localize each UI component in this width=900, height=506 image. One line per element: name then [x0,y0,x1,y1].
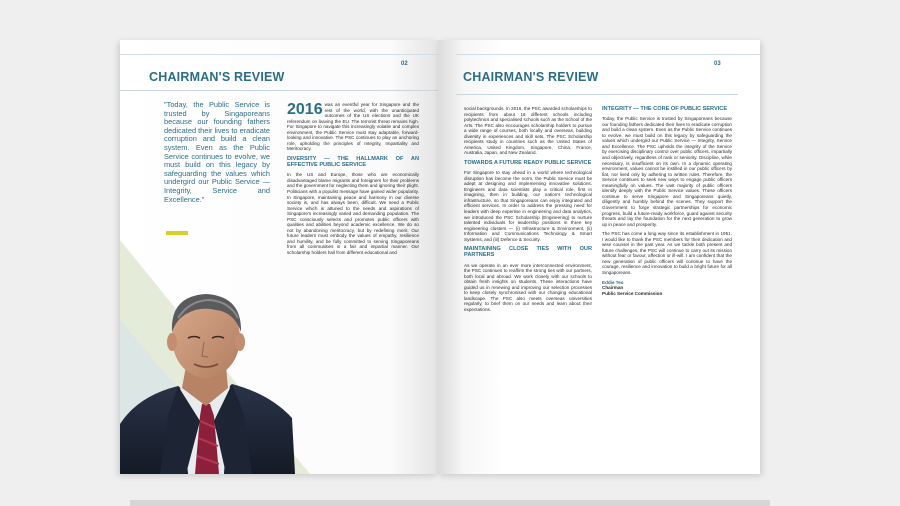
left-page [120,40,438,474]
closing-paragraph: The PSC has come a long way since its establishment in 1951. I would like to thank the PSC members for their dedication and wise counsel in the past year. As we tackle both present and future challenges, the PSC will continue to carry out its mission without fear or favour, affection or ill-will. I am confident that the new generation of public officers will continue to have the courage, resilience and innovation to build a bright future for all Singaporeans. [602,231,732,275]
section-heading-diversity: DIVERSITY — THE HALLMARK OF AN EFFECTIVE PUBLIC SERVICE [287,155,419,169]
section-heading-partners: MAINTAINING CLOSE TIES WITH OUR PARTNERS [464,246,592,259]
signature-name: Eddie Teo [602,279,624,285]
pull-quote: "Today, the Public Service is trusted by Singaporeans because our founding fathers dedicated their lives to eradicate corruption and build a clean system. Even as the Public Service continues to evolve, we must build on this legacy by safeguarding the values which undergird our Public Service — Integrity, Service and Excellence." [164,100,270,204]
header-bottom-rule [120,90,438,91]
header-top-rule [120,54,438,55]
right-text-column-1 [464,106,592,317]
chairman-portrait [120,256,295,474]
section-heading-future-ready: TOWARDS A FUTURE READY PUBLIC SERVICE [464,159,592,166]
header-bottom-rule [456,94,738,95]
quote-accent-bar [166,231,188,235]
header-top-rule [456,54,760,55]
intro-year: 2016 [287,101,323,118]
signature-title: Chairman [602,285,624,291]
scholarship-paragraph: social backgrounds. In 2016, the PSC awarded scholarships to recipients from about 16 different schools including polytechnics and specialised schools such as the School of the Arts. The PSC also encourages scholarship holders to pursue a wide range of courses, both locally and overseas, building diversity in experiences and skill sets. The PSC Scholarship recipients study in countries such as the United States of America, United Kingdom, Singapore, China, France, Australia, Japan, and New Zealand. [464,106,592,156]
surface-shadow [130,500,770,506]
diversity-paragraph: In the US and Europe, those who are economically disadvantaged blame migrants and foreigners for their problems and the government for neglecting them and ignoring their plight. Politicians with a populist message have gained wider popularity. In Singapore, maintaining peace and harmony in our diverse society is, and has always been, difficult. We need a Public Service which is attuned to the needs and aspirations of Singapore's increasingly varied and demanding population. The PSC consciously selects and promotes public officers with qualities and abilities beyond academic excellence. We do so not by abandoning meritocracy, but by redefining merit. Our future leaders must embody the values of empathy, resilience and humility, and be fully committed to serving Singaporeans from all communities in a fair and impartial manner. Our scholarship holders hail from different educational and [287,172,419,255]
intro-text: was an eventful year for Singapore and the rest of the world, with the unanticipated outcomes of the US elections and the UK referendum on leaving the EU. The terrorist threat remains high. For Singapore to navigate this increasingly volatile and complex environment, the Public Service must stay adaptable, forward-looking and innovative. The PSC continues to play an anchoring role, upholding the principles of Integrity, Impartiality and Meritocracy. [287,102,419,152]
right-header [438,54,760,92]
right-text-column-2 [602,106,732,296]
partners-paragraph: As we operate in an ever more interconnected environment, the PSC continues to reaffirm the strong ties with our partners, both local and abroad. We work closely with our schools to obtain fresh insights on students. These interactions have guided us in renewing and improving our selection processes to keep closely synchronised with our changing educational landscape. The PSC also meets overseas universities regularly, to brief them on our needs and learn about their expectations. [464,262,592,313]
page-number: 03 [714,61,721,67]
section-heading-integrity: INTEGRITY — THE CORE OF PUBLIC SERVICE [602,106,728,112]
left-text-column [287,102,419,260]
future-ready-paragraph: For Singapore to stay ahead in a world where technological disruption has become the norm, the Public Service must be adept at designing and implementing innovative solutions. Engineers and data scientists play a critical role, first in imagining, then in building, our nation's technological infrastructure, so that Singaporeans can enjoy integrated and efficient services. In order to address the pressing need for leaders with deep expertise in engineering and data analytics, we introduced the PSC Scholarship (Engineering) to nurture talented individuals for leadership positions in three key engineering clusters — (i) Infrastructure & Environment, (ii) Information and Communications Technology & Smart Systems, and (iii) Defence & Security. [464,170,592,242]
right-page [438,40,760,474]
intro-paragraph [287,102,419,152]
page-number: 02 [401,61,408,67]
page-title: CHAIRMAN'S REVIEW [463,70,599,84]
integrity-paragraph: Today, the Public Service is trusted by Singaporeans because our founding fathers dedicated their lives to eradicate corruption and build a clean system. Even as the Public Service continues to evolve, we must build on this legacy by safeguarding the values which undergird our Public Service — Integrity, Service and Excellence. The PSC upholds the integrity of the Service by exercising disciplinary control over public officers, impartially and objectively, regardless of rank or seniority. Discipline, while necessary, is insufficient on its own. In a dynamic operating environment, values cannot be instilled in our public officers by fiat, nor lived only by adhering to written rules. Therefore, the Service continues to seek new ways to engage public officers meaningfully on values. The vast majority of public officers identify deeply with the Public Service values. These officers continue to serve Singapore and Singaporeans quietly, diligently and humbly behind the scenes. They support the Government to forge strategic partnerships for economic progress, build a future-ready workforce, guard against security threats and lay the foundation for the next generation to grow up in peace and prosperity. [602,116,732,227]
left-header [120,54,438,92]
page-title: CHAIRMAN'S REVIEW [149,70,285,84]
signature-block [602,280,732,297]
signature-organisation: Public Service Commission [602,290,663,296]
